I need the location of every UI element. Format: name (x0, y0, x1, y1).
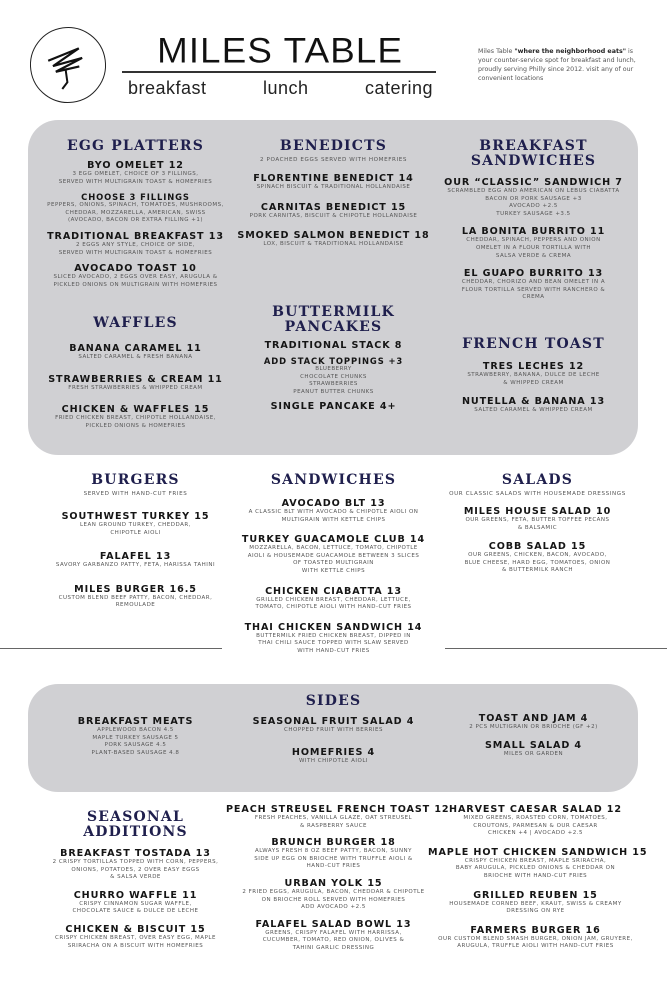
description-line: ONIONS, POTATOES, 2 OVER EASY EGGS (71, 866, 200, 873)
menu-item-description (226, 241, 441, 249)
description-line: SPINACH BISCUIT & TRADITIONAL HOLLANDAISE (256, 184, 411, 190)
description-line: A CLASSIC BLT WITH AVOCADO & CHIPOTLE AIOLI ON (248, 509, 419, 515)
menu-item (226, 747, 441, 766)
menu-item-description (28, 901, 243, 916)
menu-item-name: ADD STACK TOPPINGS +3 (263, 356, 404, 366)
description-line: & WHIPPED CREAM (503, 379, 564, 386)
description-line: LOX, BISCUIT & TRADITIONAL HOLLANDAISE (263, 241, 404, 248)
blurb-text: is your counter-service spot for breakfast and lunch, proudly serving Philly since 2012. visit any of our convenient locations (478, 48, 636, 82)
description-line: MOZZARELLA, BACON, LETTUCE, TOMATO, CHIPOTLE (249, 545, 418, 552)
menu-item-description (226, 889, 441, 912)
tagline (128, 78, 433, 99)
description-line: FRESH STRAWBERRIES & WHIPPED CREAM (68, 384, 203, 391)
menu-item-description (226, 727, 441, 735)
menu-item-description (226, 366, 441, 396)
section-sides-right (426, 713, 641, 758)
menu-item-description (226, 509, 441, 524)
menu-item-description (226, 815, 441, 830)
section-title-line: SANDWICHES (470, 153, 597, 169)
description-line: WITH KETTLE CHIPS (301, 567, 366, 574)
menu-item (28, 343, 243, 362)
description-line: PEPPERS, ONIONS, SPINACH, TOMATOES, MUSHROOMS, (47, 202, 224, 209)
tagline-lunch: lunch (262, 78, 309, 98)
menu-item-description (426, 724, 641, 732)
menu-item (226, 837, 441, 871)
menu-item-description (426, 751, 641, 759)
description-line: CHOCOLATE CHUNKS (300, 373, 367, 380)
menu-item-description (28, 354, 243, 362)
menu-item-name: URBAN YOLK 15 (284, 877, 383, 889)
description-line: TAHINI GARLIC DRESSING (292, 944, 375, 951)
menu-item-description (226, 184, 441, 192)
description-line: 3 EGG OMELET, CHOICE OF 3 FILLINGS, (72, 171, 199, 177)
description-line: THAI CHILI SAUCE TOPPED WITH SLAW SERVED (258, 640, 409, 647)
menu-item-description (226, 758, 441, 766)
description-line: BLUE CHEESE, HARD EGG, TOMATOES, ONION (464, 559, 611, 566)
menu-item (28, 192, 243, 225)
description-line: MAPLE TURKEY SAUSAGE 5 (92, 734, 179, 741)
menu-item-name: SMALL SALAD 4 (485, 739, 582, 751)
menu-item (226, 534, 441, 575)
description-line: HAND-CUT FRIES (306, 863, 361, 870)
description-line: BUTTERMILK FRIED CHICKEN BREAST, DIPPED IN (256, 632, 411, 639)
menu-item (430, 541, 645, 575)
menu-item-name: GRILLED REUBEN 15 (473, 889, 598, 901)
menu-item (28, 584, 243, 610)
section-seasonal-middle (226, 804, 450, 953)
description-line: GRILLED CHICKEN BREAST, CHEDDAR, LETTUCE, (256, 596, 411, 603)
menu-item (28, 716, 243, 757)
menu-item (226, 230, 441, 249)
description-line: STRAWBERRIES (309, 381, 358, 388)
menu-item (426, 177, 641, 218)
menu-item-name: BANANA CARAMEL 11 (69, 343, 202, 354)
menu-item (426, 268, 641, 302)
menu-item-name: SMOKED SALMON BENEDICT 18 (237, 230, 430, 242)
logo-mark-icon (26, 23, 110, 107)
menu-item (428, 846, 648, 881)
section-title-line: EGG PLATTERS (66, 138, 205, 154)
description-line: & BUTTERMILK RANCH (502, 567, 573, 574)
menu-item-name: CHICKEN & WAFFLES 15 (61, 404, 210, 416)
menu-item-description (28, 202, 243, 225)
section-burgers (28, 473, 243, 610)
description-line: 2 FRIED EGGS, ARUGULA, BACON, CHEDDAR & CHIPOTLE (242, 888, 425, 895)
description-line: 2 CRISPY TORTILLAS TOPPED WITH CORN, PEPPERS, (52, 859, 219, 865)
menu-item (28, 848, 243, 882)
menu-item-description (28, 727, 243, 757)
description-line: FLOUR TORTILLA SERVED WITH RANCHERO & (461, 286, 606, 293)
description-line: CHIPOTLE AIOLI (110, 529, 161, 536)
section-title (226, 694, 441, 709)
description-line: CHOPPED FRUIT WITH BERRIES (284, 727, 383, 733)
blurb-quote: "where the neighborhood eats" (514, 48, 626, 55)
description-line: 2 EGGS ANY STYLE, CHOICE OF SIDE, (75, 241, 196, 248)
section-title (426, 337, 641, 352)
description-line: GREENS, CRISPY FALAFEL WITH HARRISSA, (265, 929, 402, 936)
section-title (28, 139, 243, 154)
menu-item (28, 160, 243, 186)
menu-item-description (226, 848, 441, 871)
section-french-toast (426, 337, 641, 415)
menu-item-description (426, 372, 641, 387)
description-line: CRISPY CINNAMON SUGAR WAFFLE, (79, 900, 192, 907)
menu-item (426, 713, 641, 732)
menu-item-description (226, 633, 441, 656)
header-divider (122, 71, 436, 73)
description-line: SAVORY GARBANZO PATTY, FETA, HARISSA TAHINI (55, 562, 216, 569)
description-line: SALSA VERDE & CREMA (495, 252, 572, 259)
menu-item (226, 716, 441, 735)
menu-item (226, 202, 441, 221)
menu-item-name: BREAKFAST MEATS (77, 716, 194, 727)
description-line: & RASPBERRY SAUCE (299, 822, 368, 829)
menu-item-name: CHOOSE 3 FILLINGS (81, 192, 190, 203)
description-line: HOUSEMADE CORNED BEEF, KRAUT, SWISS & CREAMY (449, 900, 622, 907)
menu-item-description (426, 188, 641, 218)
menu-item-name: CHICKEN CIABATTA 13 (265, 585, 402, 597)
section-title-line: SALADS (501, 472, 574, 488)
section-title-line: SANDWICHES (270, 472, 397, 488)
description-line: PLANT-BASED SAUSAGE 4.8 (91, 749, 180, 756)
section-breakfast-sandwiches (426, 139, 641, 302)
description-line: CHEDDAR, CHORIZO AND BEAN OMELET IN A (461, 279, 606, 286)
menu-item-name: FALAFEL SALAD BOWL 13 (255, 918, 412, 930)
description-line: SLICED AVOCADO, 2 EGGS OVER EASY, ARUGULA & (53, 274, 218, 281)
menu-item (226, 340, 441, 351)
description-line: ON BRIOCHE ROLL SERVED WITH HOMEFRIES (261, 896, 406, 903)
section-title (226, 139, 441, 154)
brand-title: MILES TABLE (156, 31, 404, 70)
menu-item (28, 374, 243, 393)
description-line: APPLEWOOD BACON 4.5 (97, 727, 174, 733)
menu-item-description (430, 552, 645, 575)
menu-item-name: SINGLE PANCAKE 4+ (270, 401, 397, 413)
menu-item-description (28, 522, 243, 537)
section-title (28, 316, 243, 331)
menu-item (428, 890, 643, 916)
section-seasonal-right (428, 804, 648, 951)
description-line: AVOCADO +2.5 (509, 203, 558, 210)
section-title-line: FRENCH TOAST (462, 336, 605, 352)
menu-item-name: FALAFEL 13 (99, 551, 172, 563)
section-subtitle: OUR CLASSIC SALADS WITH HOUSEMADE DRESSINGS (449, 491, 626, 497)
section-subtitle: SERVED WITH HAND-CUT FRIES (83, 491, 188, 497)
section-egg-platters (28, 139, 243, 289)
description-line: SALTED CARAMEL & WHIPPED CREAM (474, 407, 593, 414)
section-title-line: SIDES (305, 693, 362, 709)
description-line: OUR GREENS, FETA, BUTTER TOFFEE PECANS (465, 517, 610, 523)
menu-item (428, 925, 643, 951)
menu-item-name: BYO OMELET 12 (87, 160, 184, 171)
menu-item-name: BREAKFAST TOSTADA 13 (60, 848, 211, 859)
description-line: PICKLED ONIONS ON MULTIGRAIN WITH HOMEFRIES (53, 281, 218, 288)
menu-item-name: TOAST AND JAM 4 (478, 713, 589, 724)
description-line: AIOLI & HOUSEMADE GUACAMOLE BETWEEN 3 SLICES (247, 552, 420, 559)
description-line: CREMA (522, 294, 545, 301)
description-line: PORK CARNITAS, BISCUIT & CHIPOTLE HOLLANDAISE (249, 212, 418, 219)
section-pancakes (226, 305, 441, 412)
description-line: WITH HAND-CUT FRIES (297, 647, 370, 654)
menu-item-description (28, 274, 243, 289)
menu-item (28, 511, 243, 537)
divider-right (445, 648, 667, 649)
menu-item-name: CHICKEN & BISCUIT 15 (65, 923, 206, 935)
description-line: CROUTONS, PARMESAN & OUR CAESAR (473, 822, 598, 829)
menu-item-name: FLORENTINE BENEDICT 14 (253, 173, 414, 184)
menu-item-name: STRAWBERRIES & CREAM 11 (48, 373, 223, 385)
section-salads (430, 473, 645, 575)
menu-item (28, 890, 243, 916)
description-line: CHOCOLATE SAUCE & DULCE DE LECHE (72, 908, 199, 915)
description-line: OMELET IN A FLOUR TORTILLA WITH (475, 244, 592, 251)
section-title (28, 810, 243, 840)
description-line: FRIED CHICKEN BREAST, CHIPOTLE HOLLANDAISE, (55, 415, 216, 422)
menu-item-name: TRADITIONAL BREAKFAST 13 (47, 230, 224, 242)
about-blurb (478, 47, 648, 83)
section-title-line: ADDITIONS (83, 824, 188, 840)
menu-item-name: LA BONITA BURRITO 11 (461, 226, 606, 238)
menu-item-name: PEACH STREUSEL FRENCH TOAST 12 (226, 804, 450, 815)
description-line: ARUGULA, TRUFFLE AIOLI WITH HAND-CUT FRIES (457, 943, 614, 950)
divider-left (0, 648, 222, 649)
section-sandwiches (226, 473, 441, 656)
menu-item-name: CARNITAS BENEDICT 15 (260, 201, 407, 213)
description-line: DRESSING ON RYE (506, 908, 565, 915)
menu-item-name: TRES LECHES 12 (482, 361, 585, 372)
menu-item (226, 498, 441, 524)
menu-item-name: AVOCADO TOAST 10 (74, 263, 197, 275)
menu-item (226, 878, 441, 912)
section-title (226, 473, 441, 488)
menu-item (28, 924, 243, 950)
description-line: MIXED GREENS, ROASTED CORN, TOMATOES, (463, 815, 608, 821)
description-line: REMOULADE (115, 602, 156, 609)
menu-item (28, 404, 243, 430)
menu-item (426, 396, 641, 415)
menu-item-description (28, 595, 243, 610)
menu-item-name: SEASONAL FRUIT SALAD 4 (252, 716, 415, 727)
description-line: 2 PCS MULTIGRAIN OR BRIOCHE (GF +2) (469, 724, 598, 730)
description-line: PORK SAUSAGE 4.5 (104, 742, 167, 749)
menu-item-description (28, 415, 243, 430)
description-line: STRAWBERRY, BANANA, DULCE DE LECHE (467, 372, 600, 378)
menu-item-name: EL GUAPO BURRITO 13 (463, 268, 604, 280)
description-line: & SALSA VERDE (110, 874, 161, 881)
menu-item-description (428, 901, 643, 916)
menu-item (426, 226, 641, 260)
blurb-name: Miles Table (478, 48, 515, 55)
menu-item-name: HOMEFRIES 4 (291, 746, 376, 758)
menu-item (428, 804, 643, 838)
menu-item-name: AVOCADO BLT 13 (281, 498, 386, 509)
description-line: LEAN GROUND TURKEY, CHEDDAR, (79, 522, 191, 528)
section-benedicts (226, 139, 441, 249)
menu-item-description (226, 597, 441, 612)
menu-item (226, 356, 441, 396)
menu-item-name: CHURRO WAFFLE 11 (73, 889, 198, 901)
description-line: & BALSAMIC (517, 524, 558, 531)
description-line: OUR GREENS, CHICKEN, BACON, AVOCADO, (468, 552, 607, 559)
description-line: BLUEBERRY (315, 366, 352, 372)
section-sides (226, 694, 441, 709)
menu-item-description (428, 815, 643, 838)
section-title (430, 473, 645, 488)
menu-item-name: TRADITIONAL STACK 8 (264, 340, 403, 351)
description-line: CHEDDAR, MOZZARELLA, AMERICAN, SWISS (65, 209, 206, 216)
menu-item-name: MILES HOUSE SALAD 10 (463, 506, 612, 517)
menu-item-name: NUTELLA & BANANA 13 (461, 396, 606, 408)
description-line: SIDE UP EGG ON BRIOCHE WITH TRUFFLE AIOLI & (254, 855, 413, 862)
section-waffles (28, 316, 243, 430)
section-title-line: BENEDICTS (279, 138, 388, 154)
menu-item-name: FARMERS BURGER 16 (470, 924, 601, 936)
description-line: CUSTOM BLEND BEEF PATTY, BACON, CHEDDAR, (58, 594, 213, 601)
menu-item-name: MAPLE HOT CHICKEN SANDWICH 15 (428, 846, 648, 858)
section-sides-left (28, 716, 243, 757)
menu-item (226, 586, 441, 612)
description-line: CHEDDAR, SPINACH, PEPPERS AND ONION (466, 237, 601, 244)
description-line: BRIOCHE WITH HAND-CUT FRIES (483, 872, 588, 879)
description-line: MILES OR GARDEN (503, 750, 564, 757)
description-line: PEANUT BUTTER CHUNKS (293, 388, 374, 395)
section-title (226, 305, 441, 335)
section-title-line: BREAKFAST (479, 138, 588, 154)
section-seasonal-additions (28, 810, 243, 950)
menu-item-description (426, 279, 641, 302)
section-title-line: PANCAKES (284, 319, 383, 335)
menu-item-description (28, 385, 243, 393)
description-line: SALTED CARAMEL & FRESH BANANA (78, 354, 193, 360)
tagline-catering: catering (364, 78, 433, 98)
menu-item-name: HARVEST CAESAR SALAD 12 (449, 804, 622, 815)
section-title-line: SEASONAL (86, 809, 185, 825)
menu-item-description (28, 171, 243, 186)
description-line: BACON OR PORK SAUSAGE +3 (485, 195, 582, 202)
menu-item (226, 919, 441, 953)
menu-item-description (426, 407, 641, 415)
menu-item-name: BRUNCH BURGER 18 (271, 837, 396, 849)
menu-item-description (226, 213, 441, 221)
menu-item-description (428, 858, 643, 881)
menu-item (226, 622, 441, 656)
menu-item-description (28, 242, 243, 257)
description-line: TOMATO, CHIPOTLE AIOLI WITH HAND-CUT FRIES (255, 604, 412, 611)
menu-item-description (28, 859, 243, 882)
section-title-line: BURGERS (91, 472, 180, 488)
menu-item-name: COBB SALAD 15 (488, 541, 587, 553)
description-line: ADD AVOCADO +2.5 (301, 904, 366, 911)
description-line: BABY ARUGULA, PICKLED ONIONS & CHEDDAR ON (455, 865, 616, 872)
menu-item-description (226, 545, 441, 575)
section-title-line: WAFFLES (93, 315, 178, 331)
description-line: CRISPY CHICKEN BREAST, OVER EASY EGG, MAPLE (55, 934, 216, 941)
menu-item (226, 173, 441, 192)
menu-item-name: THAI CHICKEN SANDWICH 14 (244, 621, 423, 633)
description-line: SERVED WITH MULTIGRAIN TOAST & HOMEFRIES (58, 249, 213, 256)
menu-item-name: MILES BURGER 16.5 (74, 583, 197, 595)
description-line: ALWAYS FRESH 8 OZ BEEF PATTY, BACON, SUNNY (254, 848, 413, 855)
menu-item (226, 401, 441, 412)
menu-item-description (428, 936, 643, 951)
menu-item-name: TURKEY GUACAMOLE CLUB 14 (241, 534, 426, 546)
description-line: TURKEY SAUSAGE +3.5 (496, 210, 571, 217)
menu-item (28, 551, 243, 570)
description-line: CUCUMBER, TOMATO, RED ONION, OLIVES & (262, 937, 405, 944)
menu-item (430, 506, 645, 532)
description-line: SCRAMBLED EGG AND AMERICAN ON LEBUS CIABATTA (447, 188, 620, 194)
menu-item-name: SOUTHWEST TURKEY 15 (61, 511, 210, 522)
description-line: WITH CHIPOTLE AIOLI (298, 757, 369, 764)
menu-item (426, 740, 641, 759)
logo (25, 22, 111, 108)
menu-item-description (28, 935, 243, 950)
description-line: (AVOCADO, BACON OR EXTRA FILLING +1) (67, 217, 204, 224)
menu-item (426, 361, 641, 387)
description-line: FRESH PEACHES, VANILLA GLAZE, OAT STREUSEL (254, 815, 413, 821)
section-title (28, 473, 243, 488)
description-line: SRIRACHA ON A BISCUIT WITH HOMEFRIES (67, 942, 204, 949)
description-line: OUR CUSTOM BLEND SMASH BURGER, ONION JAM, GRUYERE, (438, 935, 633, 942)
description-line: OF TOASTED MULTIGRAIN (293, 560, 374, 567)
description-line: CHICKEN +4 | AVOCADO +2.5 (487, 830, 584, 837)
menu-item (28, 231, 243, 257)
section-title-line: BUTTERMILK (272, 304, 395, 320)
menu-item-description (426, 237, 641, 260)
description-line: SERVED WITH MULTIGRAIN TOAST & HOMEFRIES (58, 178, 213, 185)
menu-item-description (226, 930, 441, 953)
section-subtitle: 2 POACHED EGGS SERVED WITH HOMEFRIES (259, 157, 408, 163)
description-line: CRISPY CHICKEN BREAST, MAPLE SRIRACHA, (464, 857, 607, 864)
menu-item-description (430, 517, 645, 532)
tagline-breakfast: breakfast (128, 78, 207, 98)
menu-item-description (28, 562, 243, 570)
section-sides-middle (226, 716, 441, 765)
section-title (426, 139, 641, 169)
menu-item-name: OUR “CLASSIC” SANDWICH 7 (444, 177, 623, 188)
description-line: PICKLED ONIONS & HOMEFRIES (85, 422, 186, 429)
menu-item (28, 263, 243, 289)
description-line: MULTIGRAIN WITH KETTLE CHIPS (281, 516, 386, 523)
menu-item (226, 804, 450, 830)
